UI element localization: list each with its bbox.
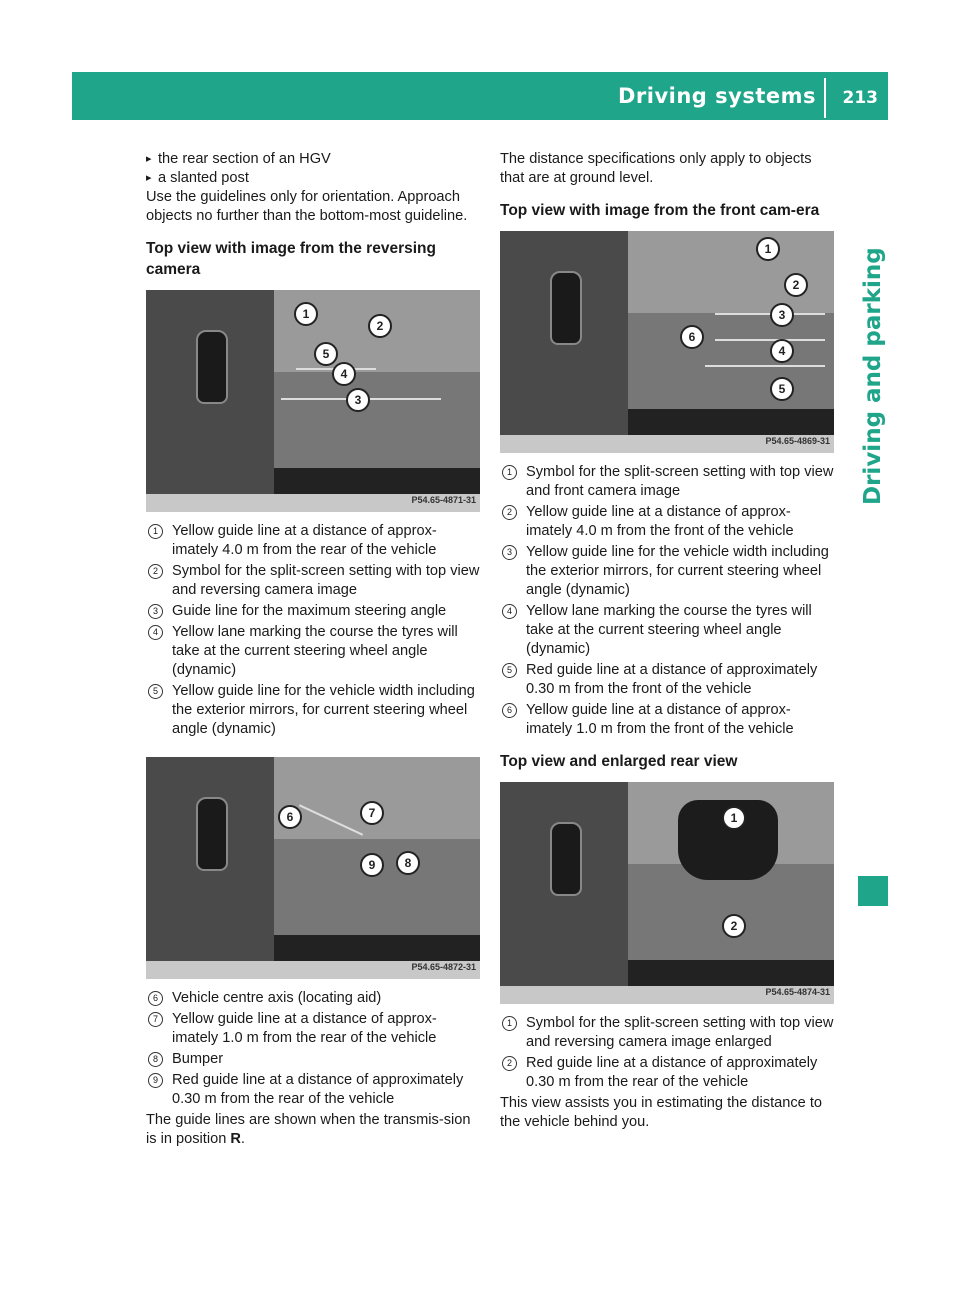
- legend-text: Red guide line at a distance of approximately 0.30 m from the front of the vehicle: [526, 662, 818, 697]
- legend-item: [146, 989, 482, 1008]
- callout-4: 4: [332, 362, 356, 386]
- legend-number: 6: [502, 703, 517, 718]
- vehicle-top-view: [550, 822, 582, 896]
- paragraph-text: The guide lines are shown when the transmis-sion is in position: [146, 1112, 471, 1147]
- legend-text: Yellow guide line for the vehicle width including the exterior mirrors, for current steering wheel angle (dynamic): [526, 544, 829, 598]
- legend-text: Vehicle centre axis (locating aid): [172, 990, 382, 1006]
- callout-1: 1: [756, 237, 780, 261]
- legend-number: 2: [148, 564, 163, 579]
- legend-item: [146, 602, 482, 621]
- figure-reversing-camera: [146, 290, 480, 512]
- legend-number: 2: [502, 505, 517, 520]
- legend-item: [146, 522, 482, 560]
- callout-5: 5: [770, 377, 794, 401]
- bullet-item: ▸ a slanted post: [146, 169, 482, 188]
- bullet-item: ▸ the rear section of an HGV: [146, 150, 482, 169]
- figure-reversing-camera-detail: [146, 757, 480, 979]
- legend-text: Yellow guide line at a distance of approx-imately 4.0 m from the rear of the vehicle: [172, 523, 437, 558]
- legend-item: [500, 602, 836, 659]
- vehicle-top-view: [196, 797, 228, 871]
- legend-item: [500, 543, 836, 600]
- legend-text: Yellow guide line at a distance of approx-imately 4.0 m from the front of the vehicle: [526, 504, 794, 539]
- legend-number: 4: [502, 604, 517, 619]
- section-heading: Top view with image from the reversing camera: [146, 240, 436, 278]
- legend-item: [500, 701, 836, 739]
- callout-2: 2: [368, 314, 392, 338]
- callout-6: 6: [680, 325, 704, 349]
- header-divider: [824, 78, 826, 118]
- chapter-label: Driving and parking: [860, 247, 886, 505]
- legend-text: Red guide line at a distance of approximately 0.30 m from the rear of the vehicle: [526, 1055, 818, 1090]
- callout-7: 7: [360, 801, 384, 825]
- legend-item: [146, 1071, 482, 1109]
- legend-number: 1: [502, 1016, 517, 1031]
- top-view-panel: [500, 782, 628, 986]
- legend-item: [500, 503, 836, 541]
- background-area: [274, 757, 480, 839]
- chapter-tab: [858, 247, 888, 505]
- legend-number: 4: [148, 625, 163, 640]
- legend-item: [146, 682, 482, 739]
- paragraph: The distance specifications only apply to objects that are at ground level.: [500, 151, 812, 186]
- camera-view-panel: [628, 231, 834, 435]
- callout-4: 4: [770, 339, 794, 363]
- legend-number: 5: [148, 684, 163, 699]
- legend-text: Yellow guide line at a distance of approx-imately 1.0 m from the rear of the vehicle: [172, 1011, 437, 1046]
- legend-number: 5: [502, 663, 517, 678]
- top-view-panel: [146, 757, 274, 961]
- figure-code: P54.65-4869-31: [765, 436, 830, 446]
- paragraph-end: .: [240, 1131, 245, 1147]
- legend-number: 9: [148, 1073, 163, 1088]
- vehicle-top-view: [196, 330, 228, 404]
- top-view-panel: [500, 231, 628, 435]
- legend-number: 1: [148, 524, 163, 539]
- section-title: Driving systems: [617, 84, 816, 108]
- guide-line: [715, 339, 825, 341]
- legend-text: Yellow lane marking the course the tyres will take at the current steering wheel angle (dynamic): [172, 624, 458, 678]
- chapter-marker: [858, 876, 888, 906]
- paragraph: This view assists you in estimating the distance to the vehicle behind you.: [500, 1095, 823, 1130]
- callout-6: 6: [278, 805, 302, 829]
- figure-code: P54.65-4874-31: [765, 987, 830, 997]
- legend-number: 6: [148, 991, 163, 1006]
- legend-item: [146, 623, 482, 680]
- page-number: 213: [842, 88, 878, 108]
- paragraph: Use the guidelines only for orientation. Approach objects no further than the bottom-most guideline.: [146, 189, 468, 224]
- legend-text: Bumper: [172, 1051, 224, 1067]
- callout-8: 8: [396, 851, 420, 875]
- legend-number: 3: [148, 604, 163, 619]
- background-area: [628, 231, 834, 313]
- legend-item: [500, 1014, 836, 1052]
- figure-code: P54.65-4872-31: [411, 962, 476, 972]
- gear-position: R: [230, 1131, 241, 1147]
- legend-item: [146, 562, 482, 600]
- legend-text: Yellow guide line for the vehicle width including the exterior mirrors, for current steering wheel angle (dynamic): [172, 683, 475, 737]
- guide-line: [705, 365, 825, 367]
- legend-text: Symbol for the split-screen setting with top view and reversing camera image: [172, 563, 480, 598]
- right-column: [500, 150, 836, 1132]
- legend-text: Symbol for the split-screen setting with top view and front camera image: [526, 464, 834, 499]
- legend-number: 1: [502, 465, 517, 480]
- legend-text: Guide line for the maximum steering angle: [172, 603, 447, 619]
- figure-code: P54.65-4871-31: [411, 495, 476, 505]
- legend-text: Yellow guide line at a distance of approx-imately 1.0 m from the front of the vehicle: [526, 702, 794, 737]
- paragraph: [146, 1111, 482, 1149]
- figure-front-camera: [500, 231, 834, 453]
- legend-text: Yellow lane marking the course the tyres will take at the current steering wheel angle (dynamic): [526, 603, 812, 657]
- callout-5: 5: [314, 342, 338, 366]
- legend-number: 3: [502, 545, 517, 560]
- section-heading: Top view and enlarged rear view: [500, 753, 738, 770]
- legend-number: 2: [502, 1056, 517, 1071]
- legend-text: Red guide line at a distance of approximately 0.30 m from the rear of the vehicle: [172, 1072, 464, 1107]
- top-view-panel: [146, 290, 274, 494]
- legend-item: [500, 1054, 836, 1092]
- section-heading: Top view with image from the front cam-era: [500, 202, 820, 219]
- legend-item: [146, 1010, 482, 1048]
- legend-number: 7: [148, 1012, 163, 1027]
- legend-number: 8: [148, 1052, 163, 1067]
- legend-item: [146, 1050, 482, 1069]
- callout-2: 2: [722, 914, 746, 938]
- header-bar: [72, 72, 888, 120]
- callout-2: 2: [784, 273, 808, 297]
- left-column: [146, 150, 482, 1149]
- callout-1: 1: [722, 806, 746, 830]
- legend-item: [500, 661, 836, 699]
- callout-9: 9: [360, 853, 384, 877]
- legend-text: Symbol for the split-screen setting with top view and reversing camera image enlarged: [526, 1015, 834, 1050]
- callout-3: 3: [770, 303, 794, 327]
- legend-item: [500, 463, 836, 501]
- callout-3: 3: [346, 388, 370, 412]
- vehicle-top-view: [550, 271, 582, 345]
- figure-enlarged-rear-view: [500, 782, 834, 1004]
- callout-1: 1: [294, 302, 318, 326]
